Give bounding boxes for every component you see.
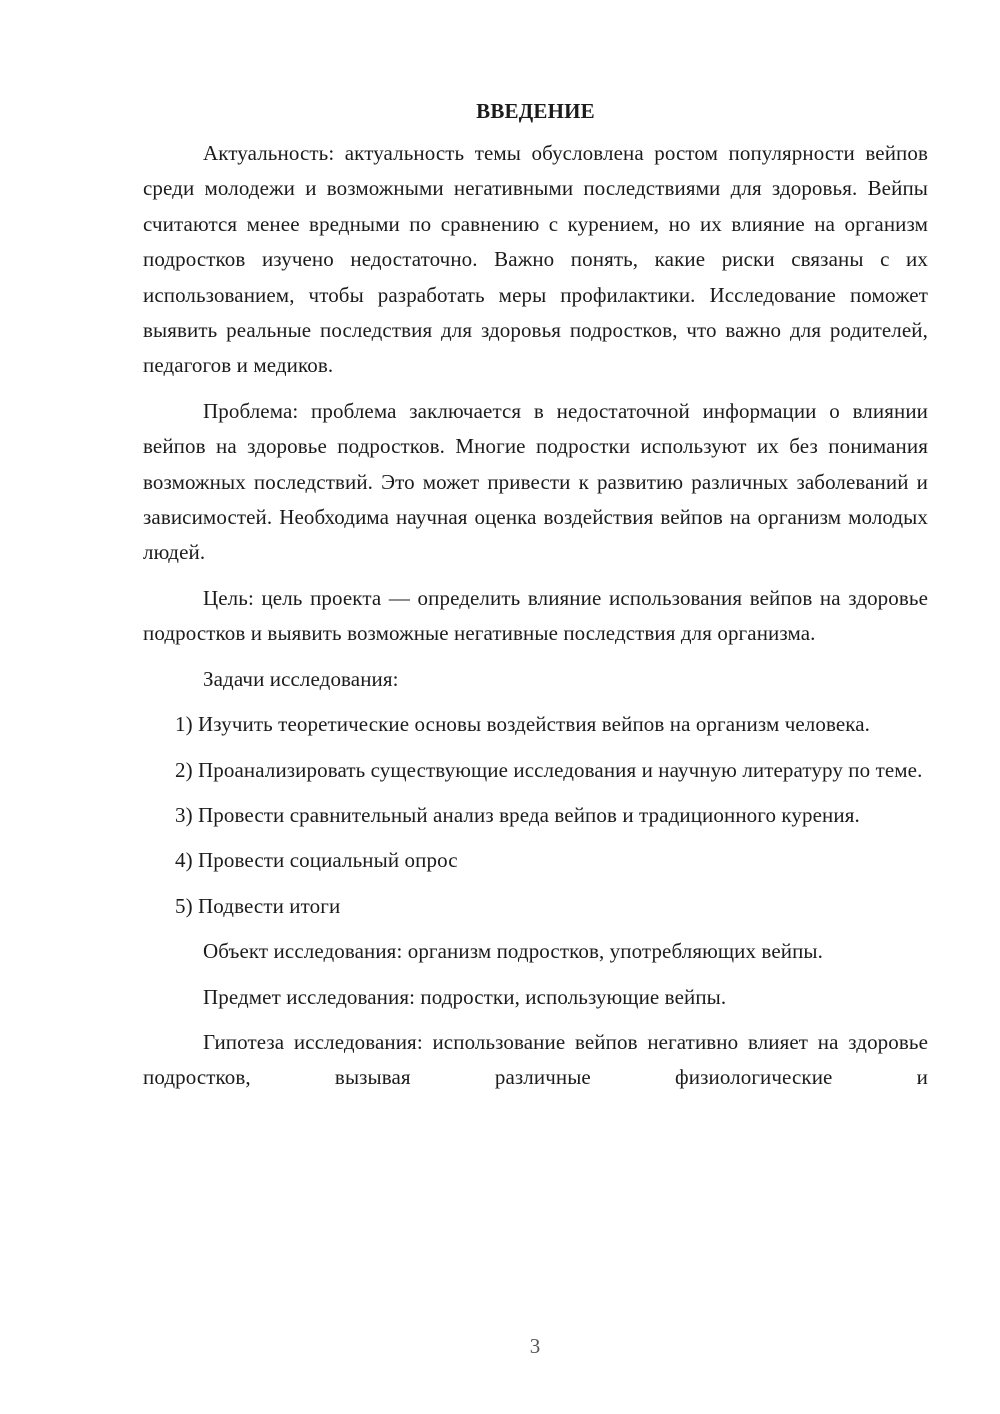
paragraph-relevance: Актуальность: актуальность темы обусловлена ростом популярности вейпов среди молодежи и возможными негативными последствиями для здоровья. Вейпы считаются менее вредными по сравнению с курением, но их влияние на организм подростков изучено недостаточно. Важно понять, какие риски связаны с их использованием, чтобы разработать меры профилактики. Исследование поможет выявить реальные последствия для здоровья подростков, что важно для родителей, педагогов и медиков. <box>143 141 928 378</box>
task-item-3: 3) Провести сравнительный анализ вреда вейпов и традиционного курения. <box>175 802 860 827</box>
task-item-1: 1) Изучить теоретические основы воздействия вейпов на организм человека. <box>175 712 871 737</box>
task-item-5: 5) Подвести итоги <box>175 893 341 918</box>
task-item-4: 4) Провести социальный опрос <box>175 848 458 873</box>
paragraph-tasks-heading: Задачи исследования: <box>203 666 399 691</box>
paragraph-hypothesis: Гипотеза исследования: использование вейпов негативно влияет на здоровье подростков, вызывая различные физиологические и <box>143 1029 928 1090</box>
page-number: 3 <box>529 1334 541 1358</box>
paragraph-problem: Проблема: проблема заключается в недостаточной информации о влиянии вейпов на здоровье подростков. Многие подростки используют их без понимания возможных последствий. Это может привести к развитию различных заболеваний и зависимостей. Необходима научная оценка воздействия вейпов на организм молодых людей. <box>143 398 928 565</box>
task-item-2: 2) Проанализировать существующие исследования и научную литературу по теме. <box>175 757 923 782</box>
paragraph-subject: Предмет исследования: подростки, использующие вейпы. <box>203 984 727 1009</box>
paragraph-object: Объект исследования: организм подростков, употребляющих вейпы. <box>203 939 823 964</box>
paragraph-goal: Цель: цель проекта — определить влияние использования вейпов на здоровье подростков и выявить возможные негативные последствия для организма. <box>143 585 928 646</box>
page-content <box>143 96 928 1106</box>
section-heading: ВВЕДЕНИЕ <box>476 99 595 123</box>
